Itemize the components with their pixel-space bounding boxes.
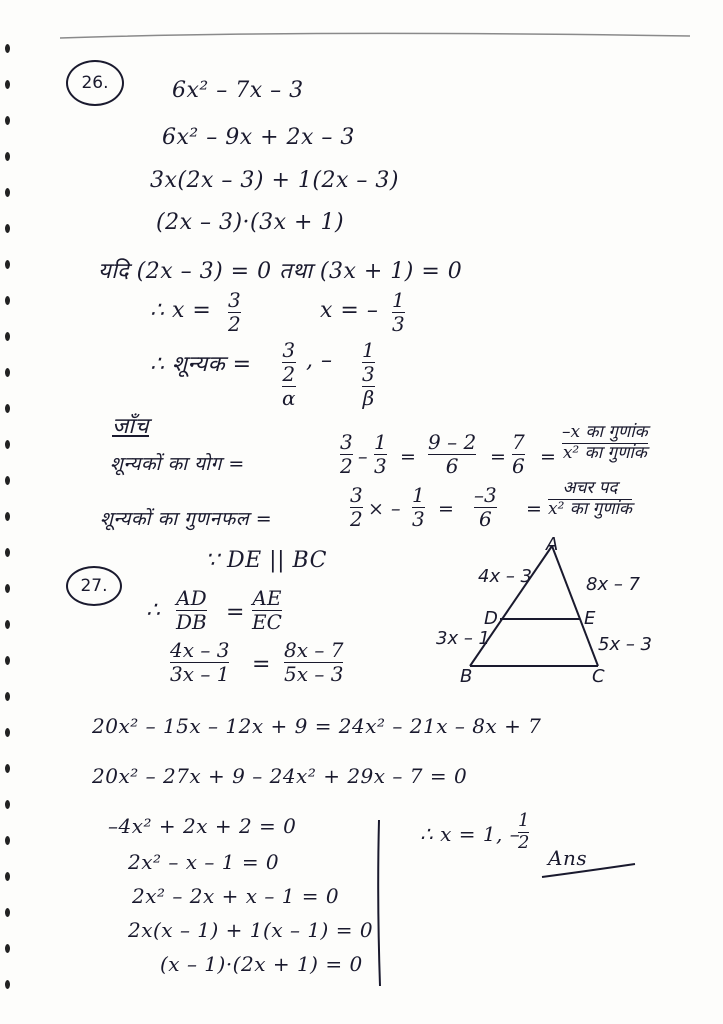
q26-sum-term-a: 3 2: [340, 430, 353, 478]
q27-ratio-eq: =: [226, 600, 245, 625]
vertex-e-label: E: [584, 608, 596, 629]
q26-check-label: जाँच: [112, 414, 149, 439]
q27-eq-6: 2x(x – 1) + 1(x – 1) = 0: [128, 918, 374, 942]
q27-sub-eq: =: [252, 652, 271, 677]
q26-sum-eq-3: =: [540, 446, 557, 468]
q27-eq-7: (x – 1)·(2x + 1) = 0: [160, 952, 363, 976]
q26-sum-term-c: 9 – 2 6: [428, 430, 477, 478]
q26-product-term-b: 1 3: [412, 483, 425, 531]
side-db-label: 3x – 1: [436, 628, 490, 649]
q27-eq-1: 20x² – 15x – 12x + 9 = 24x² – 21x – 8x + 7: [92, 714, 542, 738]
q26-product-eq-1: =: [438, 498, 455, 520]
q27-eq-4: 2x² – x – 1 = 0: [128, 850, 280, 874]
q26-line-5: यदि (2x – 3) = 0 तथा (3x + 1) = 0: [98, 259, 463, 284]
q27-ratio-left: AD DB: [176, 586, 207, 634]
q26-line-2: 6x² – 9x + 2x – 3: [162, 125, 355, 150]
q27-eq-3: –4x² + 2x + 2 = 0: [108, 814, 297, 838]
q27-answer-prefix: ∴ x = 1, –: [420, 822, 521, 846]
q26-line-1: 6x² – 7x – 3: [172, 78, 304, 103]
work-divider: [374, 818, 384, 988]
q26-sum-eq-2: =: [490, 446, 507, 468]
q27-given: ∵ DE || BC: [205, 548, 327, 573]
q26-sum-term-b: 1 3: [374, 430, 387, 478]
q27-sub-left: 4x – 3 3x – 1: [170, 638, 230, 686]
q26-sum-eq-1: =: [400, 446, 417, 468]
q26-roots-prefix: ∴ x =: [150, 298, 212, 323]
q26-root-2-prefix: x = –: [320, 298, 379, 323]
q26-sum-minus: –: [358, 446, 368, 468]
answer-underline: [540, 862, 640, 882]
q26-zero-alpha: 3 2 α: [282, 338, 296, 410]
q27-eq-5: 2x² – 2x + x – 1 = 0: [132, 884, 340, 908]
side-ae-label: 8x – 7: [586, 574, 640, 595]
q26-product-times: × –: [368, 498, 401, 520]
vertex-d-label: D: [484, 608, 498, 629]
side-ec-label: 5x – 3: [598, 634, 652, 655]
q27-eq-2: 20x² – 27x + 9 – 24x² + 29x – 7 = 0: [92, 764, 468, 788]
vertex-a-label: A: [546, 534, 559, 555]
question-number-27: 27.: [66, 566, 122, 606]
triangle-diagram: [430, 536, 680, 686]
q26-product-term-d: अचर पद x² का गुणांक: [548, 478, 632, 519]
vertex-b-label: B: [460, 666, 473, 687]
q26-sum-term-d: 7 6: [512, 430, 525, 478]
q26-zeros-label: ∴ शून्यक =: [150, 352, 252, 377]
q27-sub-right: 8x – 7 5x – 3: [284, 638, 344, 686]
q26-product-eq-2: =: [526, 498, 543, 520]
side-ad-label: 4x – 3: [478, 566, 532, 587]
q26-sum-term-e: –x का गुणांक x² का गुणांक: [562, 422, 648, 463]
q26-line-4: (2x – 3)·(3x + 1): [156, 210, 345, 235]
q26-line-3: 3x(2x – 3) + 1(2x – 3): [150, 168, 399, 193]
q27-answer-fraction: 1 2: [518, 810, 530, 853]
q26-sum-label: शून्यकों का योग =: [110, 453, 245, 475]
q27-ratio-right: AE EC: [252, 586, 282, 634]
q26-root-1: 3 2: [228, 288, 241, 336]
q26-product-label: शून्यकों का गुणनफल =: [100, 508, 273, 530]
q26-zero-beta: 1 3 β: [362, 338, 375, 410]
q27-answer-mark: Ans: [548, 846, 588, 870]
vertex-c-label: C: [592, 666, 605, 687]
q27-therefore: ∴: [146, 598, 161, 623]
q26-root-2: 1 3: [392, 288, 405, 336]
q26-product-term-c: –3 6: [474, 483, 497, 531]
q26-zeros-separator: , –: [306, 348, 333, 373]
q26-product-term-a: 3 2: [350, 483, 363, 531]
side-ac: [552, 546, 598, 666]
question-number-26: 26.: [66, 60, 124, 106]
